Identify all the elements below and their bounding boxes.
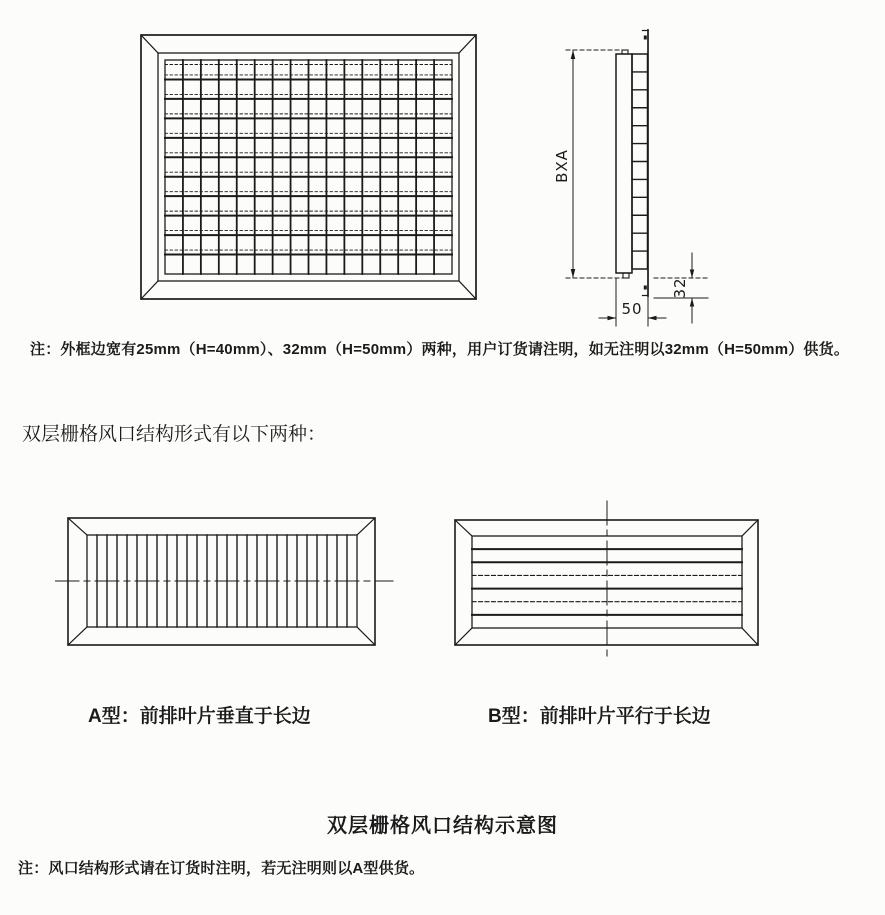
flange-dim-label: 32 <box>671 277 689 299</box>
depth-dimension <box>599 279 666 326</box>
front-view-drawing <box>133 28 483 306</box>
side-view-drawing <box>550 20 725 335</box>
frame-width-note: 注：外框边宽有25mm（H=40mm）、32mm（H=50mm）两种，用户订货请注明，如无注明以32mm（H=50mm）供货。 <box>30 341 850 358</box>
front-grid-blades <box>165 60 452 274</box>
diagram-title: 双层栅格风口结构示意图 <box>327 815 558 837</box>
type-a-drawing <box>55 500 400 660</box>
structure-intro: 双层栅格风口结构形式有以下两种： <box>22 424 327 445</box>
order-note: 注：风口结构形式请在订货时注明，若无注明则以A型供货。 <box>18 860 425 877</box>
frame-body <box>616 54 632 273</box>
type-b-drawing <box>445 495 775 670</box>
blade-stack-rungs <box>632 72 648 251</box>
flange-dimension <box>654 253 708 323</box>
height-dimension <box>553 50 575 278</box>
type-b-caption: B型：前排叶片平行于长边 <box>488 706 711 727</box>
type-a-caption: A型：前排叶片垂直于长边 <box>88 706 311 727</box>
depth-dim-label: 50 <box>621 300 643 318</box>
mounting-flange <box>643 30 649 296</box>
height-dim-label: BXA <box>553 149 571 183</box>
